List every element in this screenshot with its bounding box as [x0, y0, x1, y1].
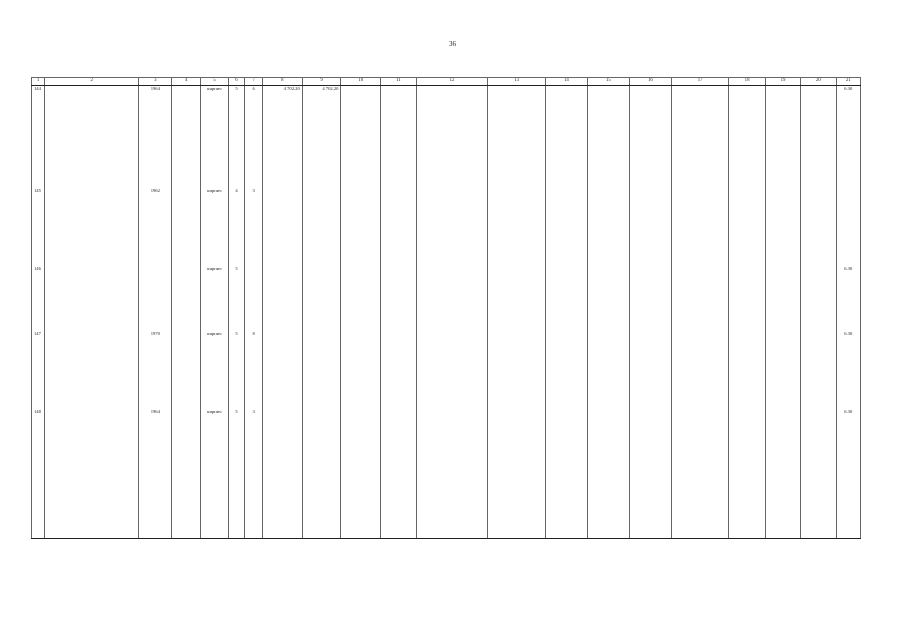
living-area: 4 702,20	[302, 86, 341, 188]
column-15-value	[587, 409, 629, 539]
total-area: 4 702,20	[262, 86, 302, 188]
column-15-value	[587, 331, 629, 409]
column-14-value	[545, 409, 587, 539]
repair-works	[416, 188, 488, 266]
column-4-value	[172, 266, 201, 331]
cost-per-sqm	[729, 266, 765, 331]
wall-material: кирпич	[201, 266, 229, 331]
max-cost-per-sqm	[765, 331, 800, 409]
repair-works	[416, 266, 488, 331]
residents-count	[381, 86, 416, 188]
column-number: 6	[228, 78, 245, 86]
owners-funds	[671, 266, 728, 331]
column-16-value	[629, 86, 671, 188]
deadline: 6.30	[836, 266, 860, 331]
owners-funds	[671, 331, 728, 409]
residents-count	[381, 266, 416, 331]
total-area	[262, 331, 302, 409]
total-cost	[488, 266, 545, 331]
table-row	[32, 266, 861, 331]
row-number: 148	[32, 409, 45, 539]
column-number: 19	[765, 78, 800, 86]
column-number: 9	[302, 78, 341, 86]
floors: 5	[228, 331, 245, 409]
entrances: 3	[245, 409, 263, 539]
total-area	[262, 188, 302, 266]
column-15-value	[587, 86, 629, 188]
living-area	[302, 331, 341, 409]
column-14-value	[545, 331, 587, 409]
entrances: 8	[245, 331, 263, 409]
year-built	[139, 266, 172, 331]
column-number: 3	[139, 78, 172, 86]
building-address	[45, 409, 139, 539]
deadline: 6.30	[836, 86, 860, 188]
table-row	[32, 331, 861, 409]
row-number: 147	[32, 331, 45, 409]
cost-per-sqm	[729, 409, 765, 539]
year-built: 1970	[139, 331, 172, 409]
cost-per-sqm	[729, 331, 765, 409]
owners-funds	[671, 409, 728, 539]
max-cost-per-sqm	[765, 188, 800, 266]
column-number: 15	[587, 78, 629, 86]
column-16-value	[629, 266, 671, 331]
column-16-value	[629, 331, 671, 409]
building-address	[45, 188, 139, 266]
repair-works	[416, 331, 488, 409]
entrances: 6	[245, 86, 263, 188]
column-4-value	[172, 409, 201, 539]
column-number: 11	[381, 78, 416, 86]
max-cost-per-sqm	[765, 409, 800, 539]
living-area	[302, 266, 341, 331]
floors: 4	[228, 188, 245, 266]
residential-area	[341, 331, 381, 409]
column-number: 12	[416, 78, 488, 86]
row-number: 144	[32, 86, 45, 188]
column-4-value	[172, 86, 201, 188]
wall-material: кирпич	[201, 188, 229, 266]
total-cost	[488, 86, 545, 188]
floors: 5	[228, 409, 245, 539]
deadline	[836, 188, 860, 266]
column-number-row	[32, 78, 861, 86]
year-built: 1964	[139, 409, 172, 539]
cost-per-sqm	[729, 86, 765, 188]
column-number: 20	[801, 78, 836, 86]
column-number: 17	[671, 78, 728, 86]
column-14-value	[545, 86, 587, 188]
fund-method	[801, 266, 836, 331]
column-16-value	[629, 409, 671, 539]
living-area	[302, 188, 341, 266]
total-cost	[488, 409, 545, 539]
owners-funds	[671, 188, 728, 266]
row-number: 145	[32, 188, 45, 266]
wall-material: кирпич	[201, 409, 229, 539]
column-number: 5	[201, 78, 229, 86]
column-15-value	[587, 266, 629, 331]
total-cost	[488, 188, 545, 266]
fund-method	[801, 86, 836, 188]
column-4-value	[172, 331, 201, 409]
column-16-value	[629, 188, 671, 266]
fund-method	[801, 188, 836, 266]
floors: 5	[228, 86, 245, 188]
max-cost-per-sqm	[765, 86, 800, 188]
column-number: 18	[729, 78, 765, 86]
deadline: 6.30	[836, 409, 860, 539]
column-15-value	[587, 188, 629, 266]
column-number: 1	[32, 78, 45, 86]
wall-material: кирпич	[201, 331, 229, 409]
fund-method	[801, 331, 836, 409]
column-number: 7	[245, 78, 263, 86]
page-number: 36	[449, 40, 456, 48]
entrances: 3	[245, 188, 263, 266]
table-row	[32, 188, 861, 266]
residents-count	[381, 188, 416, 266]
column-number: 13	[488, 78, 545, 86]
column-14-value	[545, 188, 587, 266]
column-number: 8	[262, 78, 302, 86]
column-number: 14	[545, 78, 587, 86]
column-number: 21	[836, 78, 860, 86]
residents-count	[381, 331, 416, 409]
repair-works	[416, 86, 488, 188]
year-built: 1962	[139, 188, 172, 266]
owners-funds	[671, 86, 728, 188]
total-area	[262, 266, 302, 331]
column-number: 10	[341, 78, 381, 86]
repair-works	[416, 409, 488, 539]
residential-area	[341, 86, 381, 188]
total-area	[262, 409, 302, 539]
cost-per-sqm	[729, 188, 765, 266]
column-number: 16	[629, 78, 671, 86]
deadline: 6.30	[836, 331, 860, 409]
row-number: 146	[32, 266, 45, 331]
wall-material: кирпич	[201, 86, 229, 188]
building-address	[45, 331, 139, 409]
residential-area	[341, 266, 381, 331]
floors: 5	[228, 266, 245, 331]
living-area	[302, 409, 341, 539]
year-built: 1964	[139, 86, 172, 188]
column-number: 2	[45, 78, 139, 86]
max-cost-per-sqm	[765, 266, 800, 331]
column-14-value	[545, 266, 587, 331]
entrances	[245, 266, 263, 331]
column-number: 4	[172, 78, 201, 86]
building-address	[45, 86, 139, 188]
building-address	[45, 266, 139, 331]
table-row	[32, 86, 861, 188]
column-4-value	[172, 188, 201, 266]
capital-repair-table	[31, 77, 861, 539]
total-cost	[488, 331, 545, 409]
table-row	[32, 409, 861, 539]
fund-method	[801, 409, 836, 539]
residential-area	[341, 409, 381, 539]
residential-area	[341, 188, 381, 266]
residents-count	[381, 409, 416, 539]
